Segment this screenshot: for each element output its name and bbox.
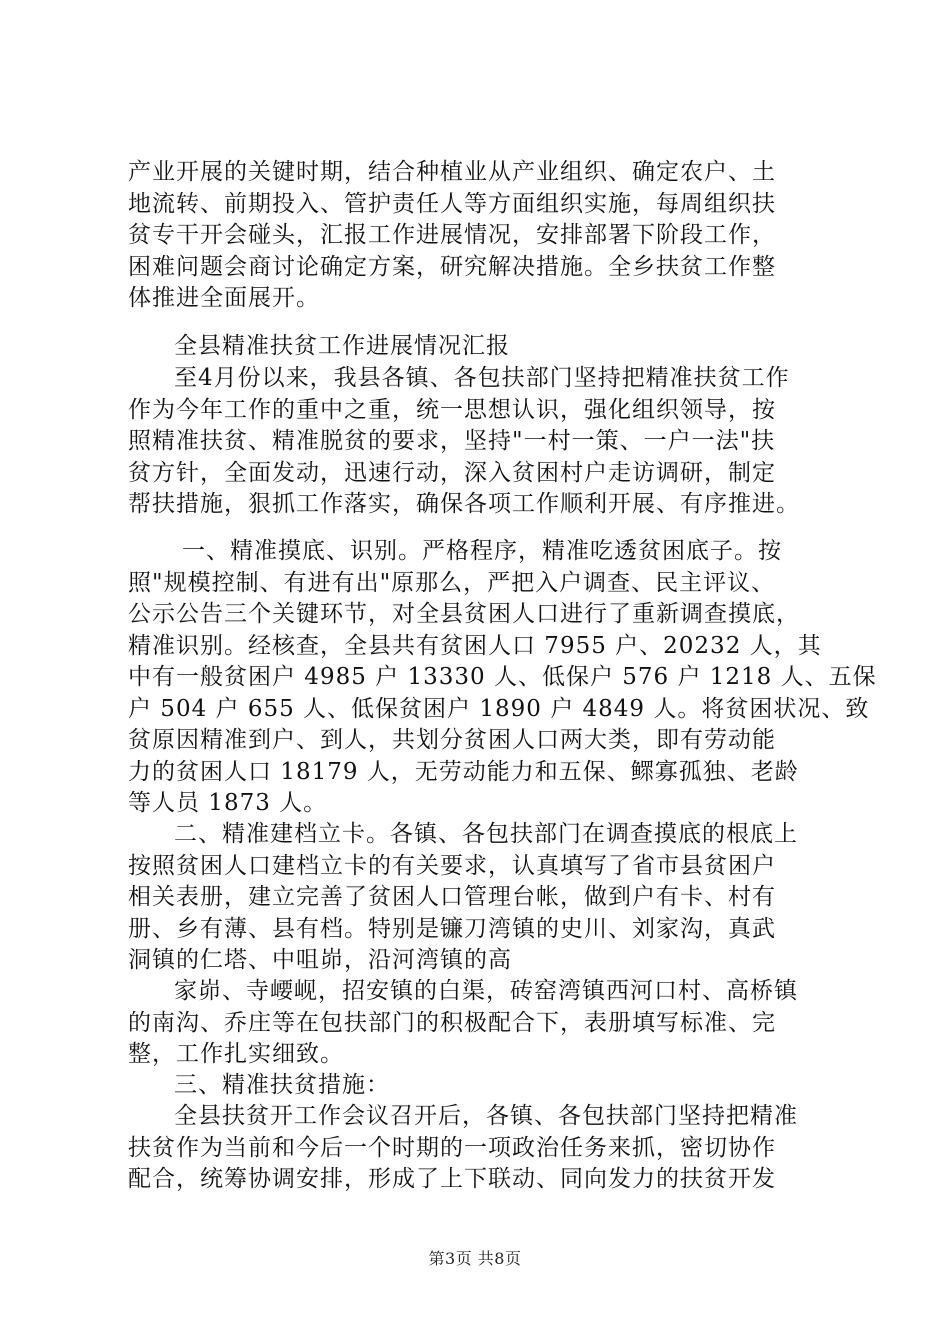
paragraph-6-line: 全县扶贫开工作会议召开后，各镇、各包扶部门坚持把精准 <box>174 1103 798 1129</box>
paragraph-3-line: 力的贫困人口 18179 人，无劳动能力和五保、鳏寡孤独、老龄 <box>128 758 799 785</box>
paragraph-6-line: 扶贫作为当前和今后一个时期的一项政治任务来抓，密切协作 <box>128 1134 776 1161</box>
paragraph-4-line: 二、精准建档立卡。各镇、各包扶部门在调查摸底的根底上 <box>174 821 798 847</box>
paragraph-3-line: 户 504 户 655 人、低保贫困户 1890 户 4849 人。将贫困状况、致 <box>128 695 870 722</box>
section-3-heading-text: 三、精准扶贫措施： <box>174 1072 390 1098</box>
paragraph-2-line: 照精准扶贫、精准脱贫的要求，坚持"一村一策、一户一法"扶 <box>128 428 776 454</box>
paragraph-4 <box>128 819 838 977</box>
paragraph-2-line: 作为今年工作的重中之重，统一思想认识，强化组织领导，按 <box>128 396 776 423</box>
paragraph-5-line: 家峁、寺崾岘，招安镇的白渠，砖窑湾镇西河口村、高桥镇 <box>174 978 798 1004</box>
document-heading <box>128 331 838 363</box>
paragraph-6-line: 配合，统筹协调安排，形成了上下联动、同向发力的扶贫开发 <box>128 1166 776 1192</box>
heading-text: 全县精准扶贫工作进展情况汇报 <box>174 333 510 359</box>
paragraph-1-line: 困难问题会商讨论确定方案，研究解决措施。全乡扶贫工作整 <box>128 253 776 280</box>
paragraph-3-line: 公示公告三个关键环节，对全县贫困人口进行了重新调查摸底， <box>128 601 800 627</box>
paragraph-2-line: 贫方针，全面发动，迅速行动，深入贫困村户走访调研，制定 <box>128 459 776 486</box>
paragraph-3-line: 贫原因精准到户、到人，共划分贫困人口两大类，即有劳动能 <box>128 727 776 753</box>
paragraph-5-line: 整，工作扎实细致。 <box>128 1041 344 1067</box>
paragraph-3-line: 照"规模控制、有进有出"原那么，严把入户调查、民主评议、 <box>128 569 776 596</box>
paragraph-2 <box>128 363 838 521</box>
paragraph-1-line: 体推进全面展开。 <box>128 285 320 311</box>
paragraph-3-line: 等人员 1873 人。 <box>128 790 328 816</box>
paragraph-1 <box>128 157 838 315</box>
paragraph-4-line: 相关表册，建立完善了贫困人口管理台帐，做到户有卡、村有 <box>128 884 776 910</box>
paragraph-4-line: 按照贫困人口建档立卡的有关要求，认真填写了省市县贫困户 <box>128 852 776 879</box>
paragraph-3-line: 精准识别。经核查，全县共有贫困人口 7955 户、20232 人，其 <box>128 632 822 659</box>
paragraph-2-line: 至4月份以来，我县各镇、各包扶部门坚持把精准扶贫工作 <box>174 365 790 391</box>
page-footer: 第3页 共8页 <box>428 1249 522 1268</box>
paragraph-4-line: 册、乡有薄、县有档。特别是镰刀湾镇的史川、刘家沟，真武 <box>128 915 776 942</box>
paragraph-1-line: 地流转、前期投入、管护责任人等方面组织实施，每周组织扶 <box>128 190 776 217</box>
paragraph-5-line: 的南沟、乔庄等在包扶部门的积极配合下，表册填写标准、完 <box>128 1009 776 1036</box>
paragraph-5 <box>128 976 838 1071</box>
paragraph-3-line: 中有一般贫困户 4985 户 13330 人、低保户 576 户 1218 人、五保 <box>128 664 877 690</box>
paragraph-3-line: 一、精准摸底、识别。严格程序，精准吃透贫困底子。按 <box>182 538 782 564</box>
paragraph-2-line: 帮扶措施，狠抓工作落实，确保各项工作顺利开展、有序推进。 <box>128 491 800 517</box>
section-3-heading <box>128 1070 838 1102</box>
paragraph-1-line: 产业开展的关键时期，结合种植业从产业组织、确定农户、土 <box>128 159 776 185</box>
paragraph-4-line: 洞镇的仁塔、中咀峁，沿河湾镇的高 <box>128 947 512 973</box>
paragraph-3 <box>128 536 877 820</box>
paragraph-6 <box>128 1101 838 1196</box>
paragraph-1-line: 贫专干开会碰头，汇报工作进展情况，安排部署下阶段工作， <box>128 222 776 248</box>
